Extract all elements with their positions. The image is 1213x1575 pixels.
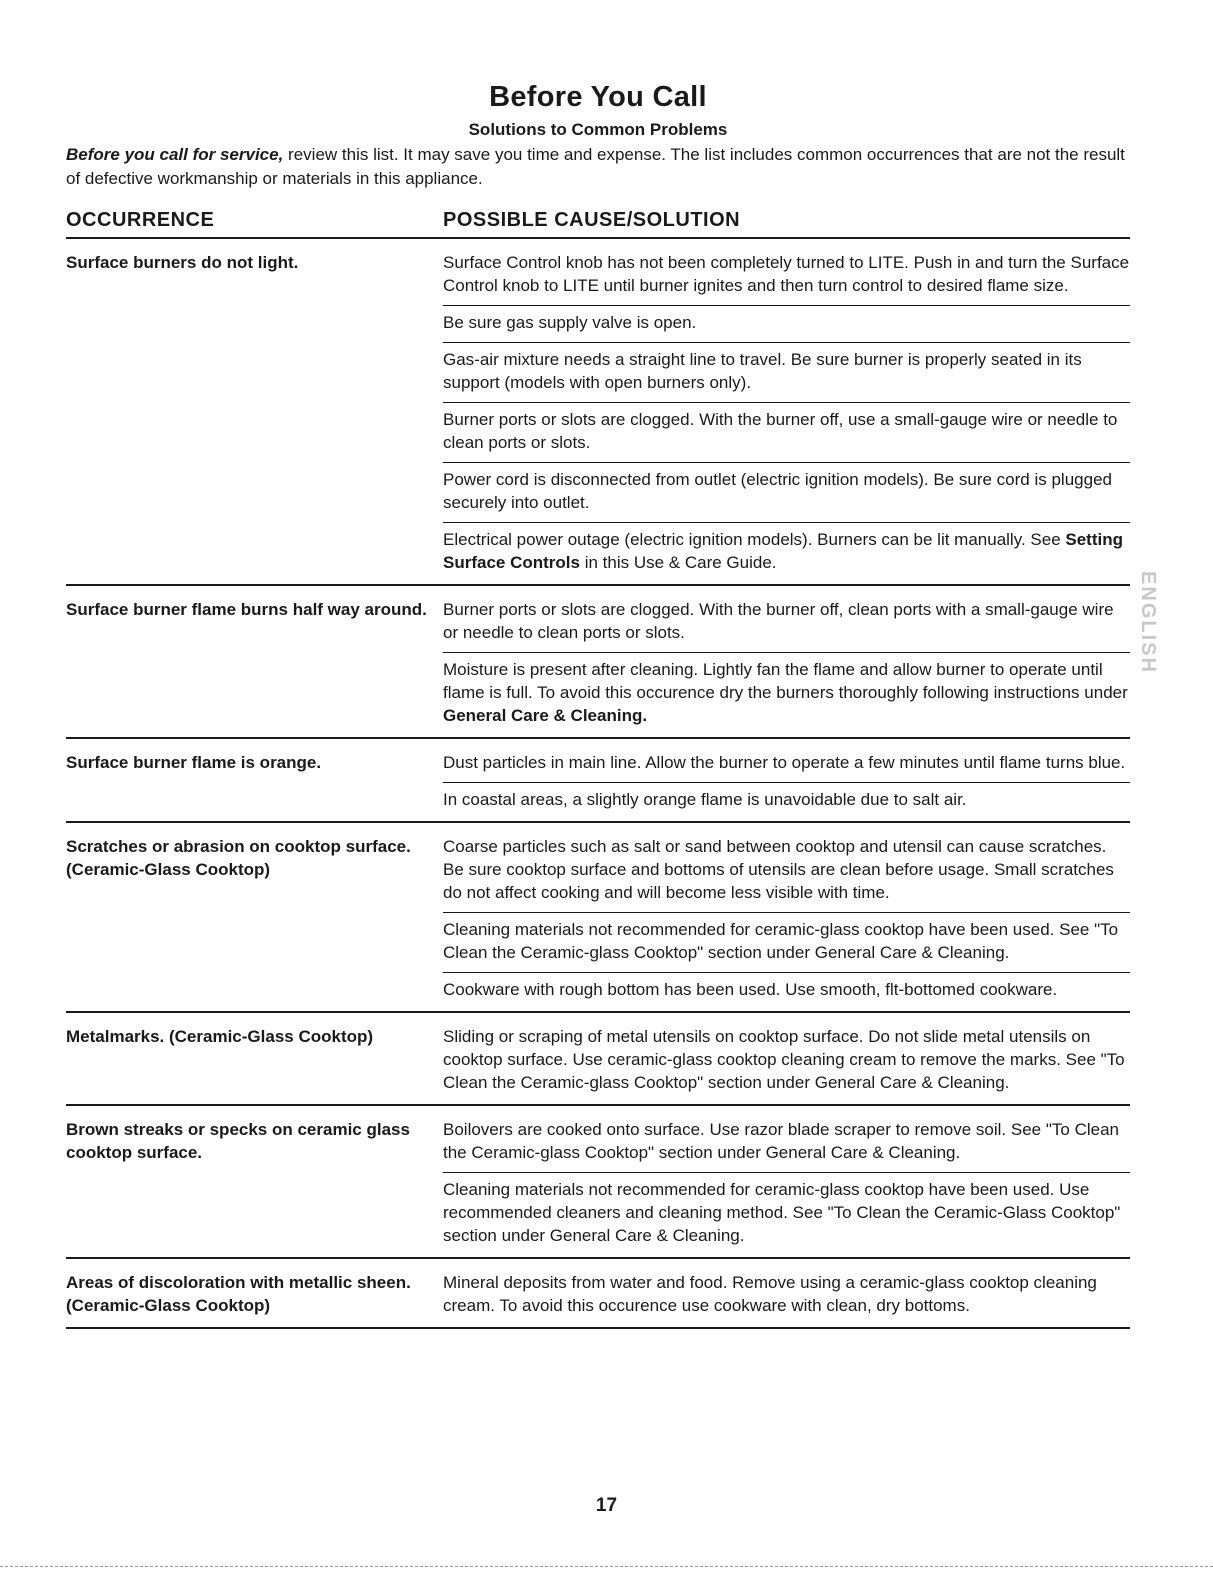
page-title: Before You Call (489, 81, 707, 113)
solution-item (443, 462, 1130, 522)
column-headers (66, 209, 1130, 239)
solution-text: Coarse particles such as salt or sand between cooktop and utensil can cause scratches. Be sure cooktop surface and bottoms of utensils are clean before usage. Small scratches do not affect cooking and will become less visible with time. (443, 837, 1114, 902)
occurrence-text: Metalmarks. (Ceramic-Glass Cooktop) (66, 1027, 374, 1046)
solutions-list (443, 1118, 1130, 1247)
solution-item (443, 251, 1130, 305)
problem-group (66, 739, 1130, 823)
occurrence-text: Surface burner flame is orange. (66, 753, 322, 772)
intro-text: review this list. It may save you time and expense. The list includes common occurrences that are not the result of defective workmanship or materials in this appliance. (66, 145, 1125, 188)
solution-text: Surface Control knob has not been completely turned to LITE. Push in and turn the Surface Control knob to LITE until burner ignites and then turn control to desired flame size. (443, 253, 1130, 295)
solutions-list (443, 598, 1130, 727)
solutions-list (443, 251, 1130, 574)
occurrence-header: OCCURRENCE (66, 209, 215, 231)
intro-paragraph (66, 143, 1130, 191)
page-edge-divider (0, 1566, 1213, 1567)
solution-item (443, 1271, 1130, 1317)
solution-text: Cleaning materials not recommended for ceramic-glass cooktop have been used. See "To Clean the Ceramic-glass Cooktop" section under General Care & Cleaning. (443, 920, 1119, 962)
intro-lead: Before you call for service, (66, 145, 284, 164)
solution-item (443, 342, 1130, 402)
solution-item (443, 782, 1130, 811)
solution-item (443, 522, 1130, 574)
solution-text: Burner ports or slots are clogged. With the burner off, use a small-gauge wire or needle to clean ports or slots. (443, 410, 1118, 452)
solution-item (443, 305, 1130, 342)
solution-text: Be sure gas supply valve is open. (443, 313, 697, 332)
occurrence-text: Surface burner flame burns half way around. (66, 600, 427, 619)
solutions-list (443, 1025, 1130, 1094)
solution-text: Boilovers are cooked onto surface. Use razor blade scraper to remove soil. See "To Clean the Ceramic-glass Cooktop" section under General Care & Cleaning. (443, 1120, 1119, 1162)
solution-item (443, 1172, 1130, 1247)
cause-solution-header: POSSIBLE CAUSE/SOLUTION (443, 209, 741, 231)
solution-item (443, 972, 1130, 1001)
solution-text: Burner ports or slots are clogged. With the burner off, clean ports with a small-gauge wire or needle to clean ports or slots. (443, 600, 1114, 642)
problem-group (66, 586, 1130, 739)
page-subtitle: Solutions to Common Problems (468, 120, 728, 139)
solution-text: Dust particles in main line. Allow the burner to operate a few minutes until flame turns blue. (443, 753, 1126, 772)
page (66, 0, 1130, 1329)
solution-reference: General Care & Cleaning. (443, 706, 648, 725)
occurrence-text: Surface burners do not light. (66, 253, 299, 272)
problem-group (66, 823, 1130, 1013)
language-tab-label: ENGLISH (1136, 570, 1159, 674)
solutions-list (443, 751, 1130, 811)
solutions-list (443, 1271, 1130, 1317)
solution-item (443, 652, 1130, 727)
solution-text: Moisture is present after cleaning. Lightly fan the flame and allow burner to operate until flame is full. To avoid this occurence dry the burners thoroughly following instructions under (443, 660, 1128, 702)
solution-item (443, 912, 1130, 972)
solution-text: Power cord is disconnected from outlet (electric ignition models). Be sure cord is plugged securely into outlet. (443, 470, 1112, 512)
solution-text: Electrical power outage (electric ignition models). Burners can be lit manually. See (443, 530, 1066, 549)
solution-text: In coastal areas, a slightly orange flame is unavoidable due to salt air. (443, 790, 967, 809)
solution-text: Sliding or scraping of metal utensils on cooktop surface. Do not slide metal utensils on cooktop surface. Use ceramic-glass cooktop cleaning cream to remove the marks. See "To Clean the Ceramic-glass Cooktop" section under General Care & Cleaning. (443, 1027, 1125, 1092)
page-number: 17 (595, 1495, 618, 1516)
occurrence-text: Scratches or abrasion on cooktop surface. (Ceramic-Glass Cooktop) (66, 837, 411, 879)
solution-item (443, 1118, 1130, 1172)
solution-text-after: in this Use & Care Guide. (579, 553, 777, 572)
solution-text: Mineral deposits from water and food. Remove using a ceramic-glass cooktop cleaning cream. To avoid this occurence use cookware with clean, dry bottoms. (443, 1273, 1097, 1315)
troubleshooting-table (66, 239, 1130, 1329)
language-side-tab (1132, 572, 1162, 672)
problem-group (66, 239, 1130, 586)
solution-item (443, 1025, 1130, 1094)
solution-item (443, 835, 1130, 912)
solution-item (443, 598, 1130, 652)
occurrence-text: Brown streaks or specks on ceramic glass cooktop surface. (66, 1120, 410, 1162)
occurrence-text: Areas of discoloration with metallic sheen. (Ceramic-Glass Cooktop) (66, 1273, 411, 1315)
solution-text: Cookware with rough bottom has been used. Use smooth, flt-bottomed cookware. (443, 980, 1058, 999)
solution-item (443, 751, 1130, 782)
solution-reference: Setting Surface Controls (443, 530, 1123, 572)
problem-group (66, 1106, 1130, 1259)
solution-text: Gas-air mixture needs a straight line to travel. Be sure burner is properly seated in its support (models with open burners only). (443, 350, 1082, 392)
solutions-list (443, 835, 1130, 1001)
solution-item (443, 402, 1130, 462)
problem-group (66, 1013, 1130, 1106)
solution-text: Cleaning materials not recommended for ceramic-glass cooktop have been used. Use recommended cleaners and cleaning method. See "To Clean the Ceramic-Glass Cooktop" section under General Care & Cleaning. (443, 1180, 1121, 1245)
problem-group (66, 1259, 1130, 1329)
